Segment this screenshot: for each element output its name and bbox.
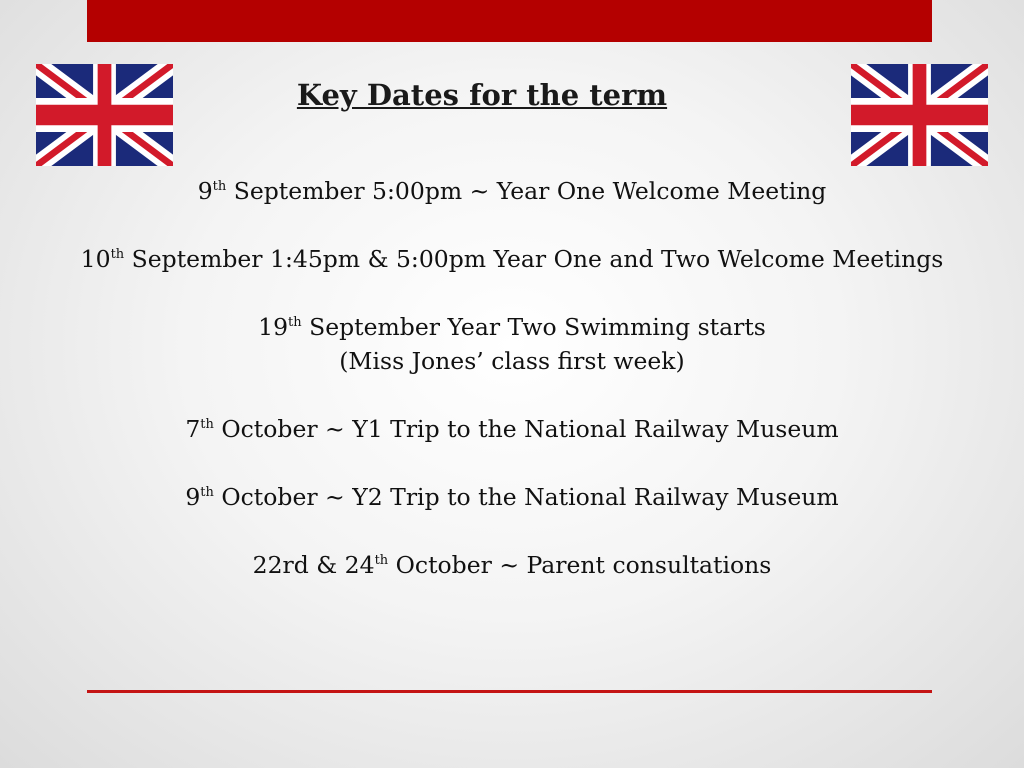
ordinal-suffix: th (212, 178, 227, 194)
event-day: 9 (197, 177, 213, 205)
event-day: 10 (80, 245, 111, 273)
event-day: 22rd & 24 (252, 551, 375, 579)
event-day: 7 (185, 415, 201, 443)
ordinal-suffix: th (374, 552, 389, 568)
event-y2-railway-trip (80, 480, 944, 514)
event-day: 19 (258, 313, 289, 341)
event-text: October ~ Parent consultations (388, 551, 772, 579)
event-year-one-welcome (80, 174, 944, 208)
key-dates-list (80, 174, 944, 582)
ordinal-suffix: th (200, 416, 214, 432)
event-text: October ~ Y2 Trip to the National Railway Museum (213, 483, 839, 511)
ordinal-suffix: th (110, 246, 125, 262)
event-text: October ~ Y1 Trip to the National Railway Museum (213, 415, 839, 443)
event-note: (Miss Jones’ class first week) (339, 347, 685, 375)
event-day: 9 (185, 483, 201, 511)
slide-title: Key Dates for the term (296, 78, 668, 112)
event-y1-railway-trip (80, 412, 944, 446)
ordinal-suffix: th (200, 484, 214, 500)
top-accent-bar (87, 0, 932, 42)
event-parent-consultations (80, 548, 944, 582)
event-swimming-starts (80, 310, 944, 378)
ordinal-suffix: th (288, 314, 302, 330)
event-text: September 5:00pm ~ Year One Welcome Meeting (226, 177, 827, 205)
bottom-divider (87, 690, 932, 693)
event-text: September 1:45pm & 5:00pm Year One and Two Welcome Meetings (124, 245, 944, 273)
event-welcome-meetings (80, 242, 944, 276)
event-text: September Year Two Swimming starts (301, 313, 766, 341)
